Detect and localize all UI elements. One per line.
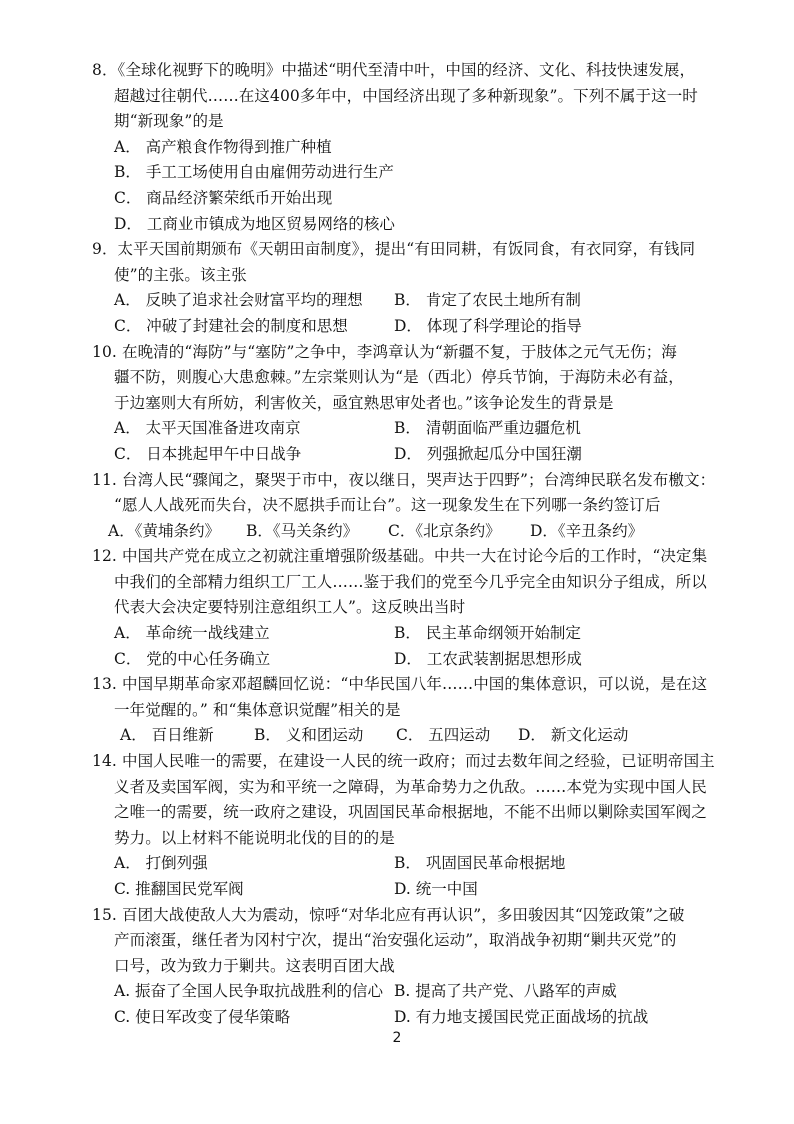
option-d: D． 工商业市镇成为地区贸易网络的核心 [114,214,395,233]
options [92,135,732,237]
question-list [92,58,732,1031]
question-stem-line: 期“新现象”的是 [114,112,224,131]
option-b: B． 手工工场使用自由雇佣劳动进行生产 [114,163,394,182]
option-c: C． 冲破了封建社会的制度和思想 [114,316,348,335]
question-stem-line: 11. 台湾人民“骤闻之，聚哭于市中，夜以继日，哭声达于四野”；台湾绅民联名发布檄文： [92,470,716,489]
option-a: A．《黄埔条约》 [108,521,220,540]
option-d: D. 统一中国 [394,880,478,898]
question-stem-line: 之唯一的需要，统一政府之建设，巩固国民革命根据地，不能不出师以剿除卖国军阀之 [114,803,707,822]
question-8 [92,58,732,237]
option-a: A． 太平天国准备进攻南京 [114,419,301,438]
question-stem-line: “愿人人战死而失台，决不愿拱手而让台”。这一现象发生在下列哪一条约签订后 [114,496,661,515]
question-stem-line: 10. 在晚清的“海防”与“塞防”之争中，李鸿章认为“新疆不复，于肢体之元气无伤；海 [92,342,677,361]
question-stem-line: 12. 中国共产党在成立之初就注重增强阶级基础。中共一大在讨论今后的工作时，“决定集 [92,547,708,566]
option-c: C．《北京条约》 [388,521,501,540]
option-b: B． 清朝面临严重边疆危机 [394,419,581,438]
question-12 [92,544,732,672]
option-b: B． 民主革命纲领开始制定 [394,624,581,643]
question-stem-line: 中我们的全部精力组织工厂工人……鉴于我们的党至今几乎完全由知识分子组成，所以 [114,572,707,591]
option-b: B. 提高了共产党、八路军的声威 [394,982,617,1001]
option-c: C. 推翻国民党军阀 [114,880,244,898]
question-stem-line: 15. 百团大战使敌人大为震动，惊呼“对华北应有再认识”，多田骏因其“囚笼政策”之破 [92,905,685,924]
option-c: C． 党的中心任务确立 [114,649,271,668]
question-11 [92,468,732,545]
option-a: A． 百日维新 [120,726,214,745]
options [92,979,732,1030]
option-a: A． 高产粮食作物得到推广种植 [114,137,332,156]
option-c: C． 五四运动 [396,726,491,745]
option-b: B． 肯定了农民土地所有制 [394,291,581,310]
question-stem-line: 疆不防，则腹心大患愈棘。”左宗棠则认为“是（西北）停兵节饷，于海防未必有益， [114,368,684,387]
option-b: B． 巩固国民革命根据地 [394,854,566,873]
option-c: C． 商品经济繁荣纸币开始出现 [114,188,333,207]
option-b: B． 义和团运动 [254,726,364,745]
question-stem-line: 9．太平天国前期颁布《天朝田亩制度》，提出“有田同耕，有饭同食，有衣同穿，有钱同 [92,240,696,259]
question-15 [92,903,732,1031]
option-d: D． 列强掀起瓜分中国狂潮 [394,444,582,463]
option-d: D． 体现了科学理论的指导 [394,316,582,335]
options [92,621,732,672]
options [92,416,732,467]
question-stem-line: 势力。以上材料不能说明北伐的目的的是 [114,828,395,847]
options [92,519,732,545]
option-a: A． 打倒列强 [114,854,208,873]
options [92,288,732,339]
question-stem-line: 14. 中国人民唯一的需要，在建设一人民的统一政府；而过去数年间之经验，已证明帝国主 [92,752,715,771]
option-d: D． 新文化运动 [518,726,629,745]
page-number: 2 [392,1030,402,1046]
question-13 [92,672,732,749]
question-stem-line: 一年觉醒的。” 和“集体意识觉醒”相关的是 [114,700,401,719]
question-stem-line: 口号，改为致力于剿共。这表明百团大战 [114,956,395,975]
option-c: C. 使日军改变了侵华策略 [114,1007,291,1026]
options [92,723,732,749]
option-d: D． 工农武装割据思想形成 [394,649,582,668]
question-stem-line: 超越过往朝代……在这400多年中，中国经济出现了多种新现象”。下列不属于这一时 [114,86,698,105]
question-stem-line: 8．《全球化视野下的晚明》中描述“明代至清中叶，中国的经济、文化、科技快速发展， [92,61,696,79]
question-stem-line: 代表大会决定要特别注意组织工人”。这反映出当时 [114,598,466,617]
question-9 [92,237,732,339]
option-c: C． 日本挑起甲午中日战争 [114,444,302,463]
option-a: A． 革命统一战线建立 [114,624,270,643]
option-a: A. 振奋了全国人民争取抗战胜利的信心 [114,982,384,1001]
option-d: D. 有力地支援国民党正面战场的抗战 [394,1007,649,1026]
question-stem-line: 于边塞则大有所妨，利害攸关，亟宜熟思审处者也。”该争论发生的背景是 [114,393,614,412]
option-b: B．《马关条约》 [246,521,359,540]
question-14 [92,749,732,903]
question-stem-line: 13. 中国早期革命家邓超麟回忆说：“中华民国八年……中国的集体意识，可以说，是在这 [92,675,708,694]
question-10 [92,340,732,468]
option-d: D．《辛丑条约》 [530,521,644,540]
question-stem-line: 使”的主张。该主张 [114,265,247,284]
question-stem-line: 产而滚蛋，继任者为冈村宁次，提出“治安强化运动”，取消战争初期“剿共灭党”的 [114,931,677,950]
options [92,851,732,902]
option-a: A． 反映了追求社会财富平均的理想 [114,291,363,310]
question-stem-line: 义者及卖国军阀，实为和平统一之障碍，为革命势力之仇敌。……本党为实现中国人民 [114,777,707,796]
